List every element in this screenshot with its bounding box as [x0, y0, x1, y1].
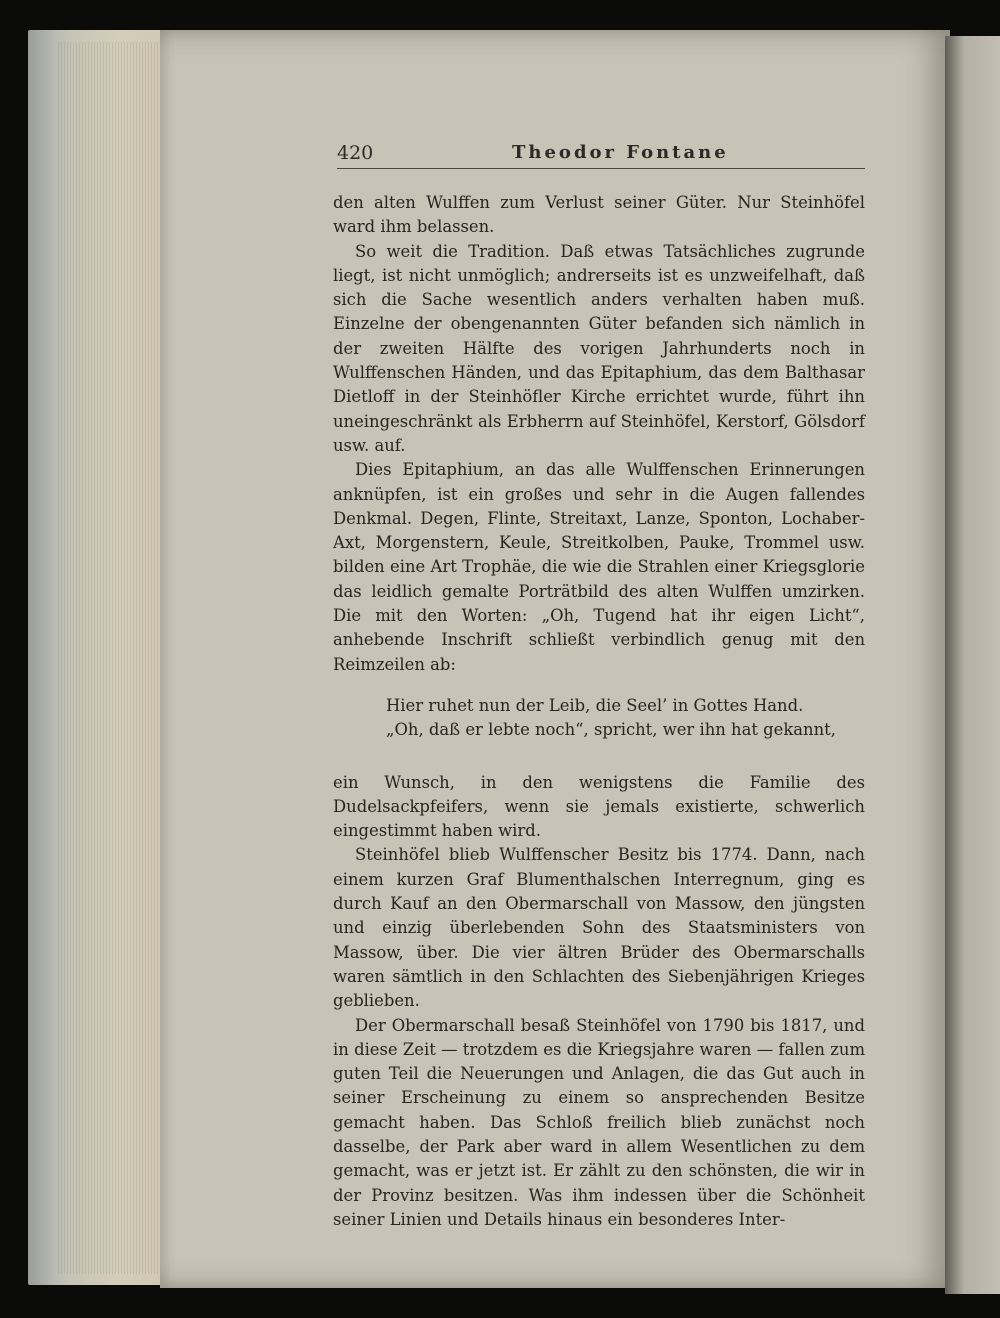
facing-page-edge: [945, 36, 1000, 1294]
verse-quote: [386, 694, 865, 743]
verse-line: Hier ruhet nun der Leib, die Seel’ in Gottes Hand.: [386, 695, 804, 715]
paragraph: So weit die Tradition. Daß etwas Tatsächliches zugrunde liegt, ist nicht unmöglich; andrerseits ist es unzweifelhaft, daß sich die Sache wesentlich anders verhalten haben muß. Einzelne der obengenannten Güter befanden sich nämlich in der zweiten Hälfte des vorigen Jahrhunderts noch in Wulffenschen Händen, und das Epitaphium, das dem Balthasar Dietloff in der Steinhöfler Kirche errichtet wurde, führt ihn uneingeschränkt als Erbherrn auf Steinhöfel, Kerstorf, Gölsdorf usw. auf.: [333, 241, 865, 455]
body-text: [333, 191, 865, 1232]
paragraph: ein Wunsch, in den wenigstens die Familie des Dudelsackpfeifers, wenn sie jemals existierte, schwerlich eingestimmt haben wird.: [333, 772, 865, 841]
paragraph: den alten Wulffen zum Verlust seiner Güter. Nur Steinhöfel ward ihm belassen.: [333, 193, 865, 237]
running-head: [337, 140, 865, 169]
paragraph: Dies Epitaphium, an das alle Wulffenschen Erinnerungen anknüpfen, ist ein großes und sehr in die Augen fallendes Denkmal. Degen, Flinte, Streitaxt, Lanze, Sponton, Lochaber-Axt, Morgenstern, Keule, Streitkolben, Pauke, Trommel usw. bilden eine Art Trophäe, die wie die Strahlen einer Kriegsglorie das leidlich gemalte Porträtbild des alten Wulffen umzirken. Die mit den Worten: „Oh, Tugend hat ihr eigen Licht“, anhebende Inschrift schließt verbindlich genug mit den Reimzeilen ab:: [333, 460, 865, 674]
page-edge-texture: [58, 42, 170, 1274]
running-title: Theodor Fontane: [512, 142, 729, 163]
paragraph: Steinhöfel blieb Wulffenscher Besitz bis 1774. Dann, nach einem kurzen Graf Blumenthalschen Interregnum, ging es durch Kauf an den Obermarschall von Massow, den jüngsten und einzig überlebenden Sohn des Staatsministers von Massow, über. Die vier ältren Brüder des Obermarschalls waren sämtlich in den Schlachten des Siebenjährigen Krieges geblieben.: [333, 845, 865, 1011]
verse-line: „Oh, daß er lebte noch“, spricht, wer ihn hat gekannt,: [386, 720, 836, 740]
page-number: 420: [337, 142, 374, 164]
paragraph: Der Obermarschall besaß Steinhöfel von 1790 bis 1817, und in diese Zeit — trotzdem es die Kriegsjahre waren — fallen zum guten Teil die Neuerungen und Anlagen, die das Gut auch in seiner Erscheinung zu einem so ansprechenden Besitze gemacht haben. Das Schloß freilich blieb zunächst noch dasselbe, der Park aber ward in allem Wesentlichen zu dem gemacht, was er jetzt ist. Er zählt zu den schönsten, die wir in der Provinz besitzen. Was ihm indessen über die Schönheit seiner Linien und Details hinaus ein besonderes Inter-: [333, 1015, 865, 1229]
